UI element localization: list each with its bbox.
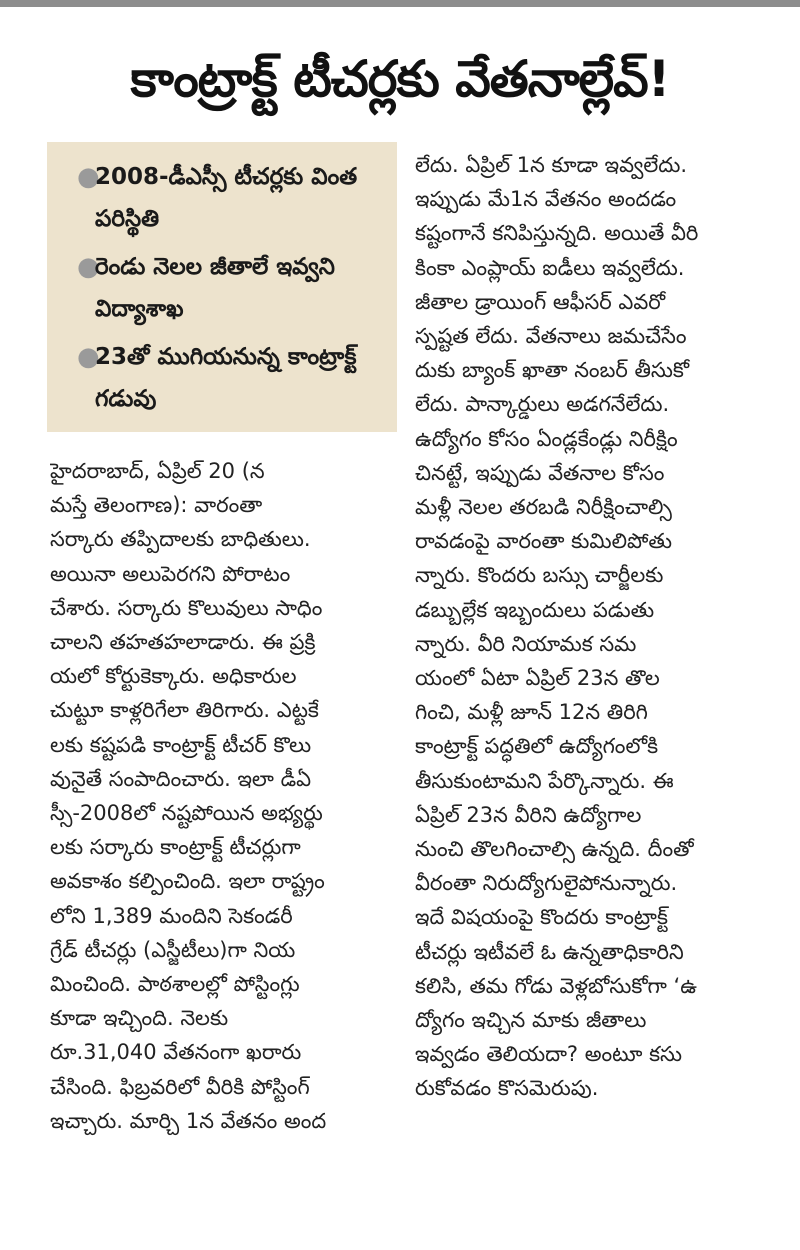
body-text-line: రుకోవడం కొసమెరుపు. [415, 1076, 599, 1101]
body-text-line: హైదరాబాద్, ఏప్రిల్ 20 (న [50, 459, 265, 483]
body-text-line: వీరంతా నిరుద్యోగులైపోనున్నారు. [415, 871, 678, 896]
body-text-line: తీసుకుంటామని పేర్కొన్నారు. ఈ [415, 768, 674, 793]
top-rule [0, 0, 800, 7]
body-text-line: మస్తే తెలంగాణ): వారంతా [50, 493, 263, 518]
body-text-line: కూడా ఇచ్చింది. నెలకు [50, 1006, 229, 1031]
body-text-line: లకు కష్టపడి కాంట్రాక్ట్ టీచర్ కొలు [50, 732, 312, 757]
body-text-line: స్పష్టత లేదు. వేతనాలు జమచేసేం [415, 324, 687, 349]
body-text-line: మించింది. పాఠశాలల్లో పోస్టింగ్లు [50, 972, 300, 997]
bullet-icon: ● [77, 252, 100, 282]
body-text-line: చేశారు. సర్కారు కొలువులు సాధిం [50, 595, 323, 620]
article-column-right [415, 148, 758, 1106]
body-text-line: రూ.31,040 వేతనంగా ఖరారు [50, 1040, 302, 1065]
body-text-line: అయినా అలుపెరగని పోరాటం [50, 561, 291, 586]
body-text-line: జీతాల డ్రాయింగ్ ఆఫీసర్ ఎవరో [415, 289, 666, 314]
body-text-line: చుట్టూ కాళ్లరిగేలా తిరిగారు. ఎట్టకే [50, 698, 319, 723]
body-text-line: చేసింది. ఫిబ్రవరిలో వీరికి పోస్టింగ్ [50, 1074, 310, 1099]
body-text-line: రావడంపై వారంతా కుమిలిపోతు [415, 529, 672, 554]
body-text-line: సర్కారు తప్పిదాలకు బాధితులు. [50, 527, 311, 552]
highlight-text: రెండు నెలల జీతాలే ఇవ్వని విద్యాశాఖ [95, 254, 335, 322]
body-text-line: కలిసి, తమ గోడు వెళ్లబోసుకోగా ‘ఉ [415, 973, 697, 998]
body-text-line: ఇచ్చారు. మార్చి 1న వేతనం అంద [50, 1108, 327, 1133]
body-text-line: అవకాశం కల్పించింది. ఇలా రాష్ట్రం [50, 869, 325, 894]
body-text-line: దుకు బ్యాంక్ ఖాతా నంబర్ తీసుకో [415, 358, 690, 383]
body-text-line: కాంట్రాక్ట్ పద్ధతిలో ఉద్యోగంలోకి [415, 734, 659, 759]
article-column-left [50, 454, 400, 1138]
body-text-line: డబ్బుల్లేక ఇబ్బందులు పడుతు [415, 597, 655, 622]
body-text-line: లోని 1,389 మందిని సెకండరీ [50, 903, 293, 928]
headline: కాంట్రాక్ట్ టీచర్లకు వేతనాల్లేవ్! [130, 50, 670, 108]
body-text-line: లేదు. పాన్కార్డులు అడగనేలేదు. [415, 392, 670, 417]
body-text-line: కష్టంగానే కనిపిస్తున్నది. అయితే వీరి [415, 221, 699, 246]
body-text-line: మళ్లీ నెలల తరబడి నిరీక్షించాల్సి [415, 495, 672, 520]
body-text-line: ఇప్పుడు మే1న వేతనం అందడం [415, 187, 677, 212]
body-text-line: ఇదే విషయంపై కొందరు కాంట్రాక్ట్ [415, 905, 668, 930]
bullet-icon: ● [77, 162, 100, 192]
body-text-line: వునైతే సంపాదించారు. ఇలా డీఏ [50, 766, 312, 791]
body-text-line: ఇవ్వడం తెలియదా? అంటూ కసు [415, 1042, 683, 1067]
body-text-line: ఉద్యోగం కోసం ఏండ్లకేండ్లు నిరీక్షిం [415, 426, 678, 451]
body-text-line: యలో కోర్టుకెక్కారు. అధికారుల [50, 664, 297, 689]
body-text-line: న్నారు. కొందరు బస్సు చార్జీలకు [415, 563, 664, 588]
body-text-line: కింకా ఎంప్లాయ్ ఐడీలు ఇవ్వలేదు. [415, 255, 685, 280]
body-text-line: గ్రేడ్ టీచర్లు (ఎస్జీటీలు)గా నియ [50, 937, 296, 962]
body-text-line: చాలని తహతహలాడారు. ఈ ప్రక్రి [50, 630, 316, 655]
highlight-item [77, 156, 385, 240]
body-text-line: లకు సర్కారు కాంట్రాక్ట్ టీచర్లుగా [50, 835, 301, 860]
body-text-line: ద్యోగం ఇచ్చిన మాకు జీతాలు [415, 1008, 647, 1033]
body-text-line: యంలో ఏటా ఏప్రిల్ 23న తొల [415, 666, 660, 691]
bullet-icon: ● [77, 342, 100, 372]
highlight-item [77, 336, 385, 420]
highlight-text: 2008-డీఎస్సీ టీచర్లకు వింత పరిస్థితి [95, 164, 358, 232]
body-text-line: టీచర్లు ఇటీవలే ఓ ఉన్నతాధికారిని [415, 939, 684, 964]
body-text-line: నుంచి తొలగించాల్సి ఉన్నది. దీంతో [415, 837, 694, 862]
highlight-text: 23తో ముగియనున్న కాంట్రాక్ట్ గడువు [95, 344, 357, 412]
body-text-line: చినట్టే, ఇప్పుడు వేతనాల కోసం [415, 460, 665, 485]
body-text-line: స్సీ-2008లో నష్టపోయిన అభ్యర్థు [50, 801, 323, 826]
body-text-line: లేదు. ఏప్రిల్ 1న కూడా ఇవ్వలేదు. [415, 153, 688, 177]
body-text-line: గించి, మళ్లీ జూన్ 12న తిరిగి [415, 700, 648, 725]
highlight-item [77, 246, 385, 330]
highlights-box [47, 142, 397, 432]
body-text-line: న్నారు. వీరి నియామక సమ [415, 631, 637, 656]
body-text-line: ఏప్రిల్ 23న వీరిని ఉద్యోగాల [415, 802, 642, 827]
